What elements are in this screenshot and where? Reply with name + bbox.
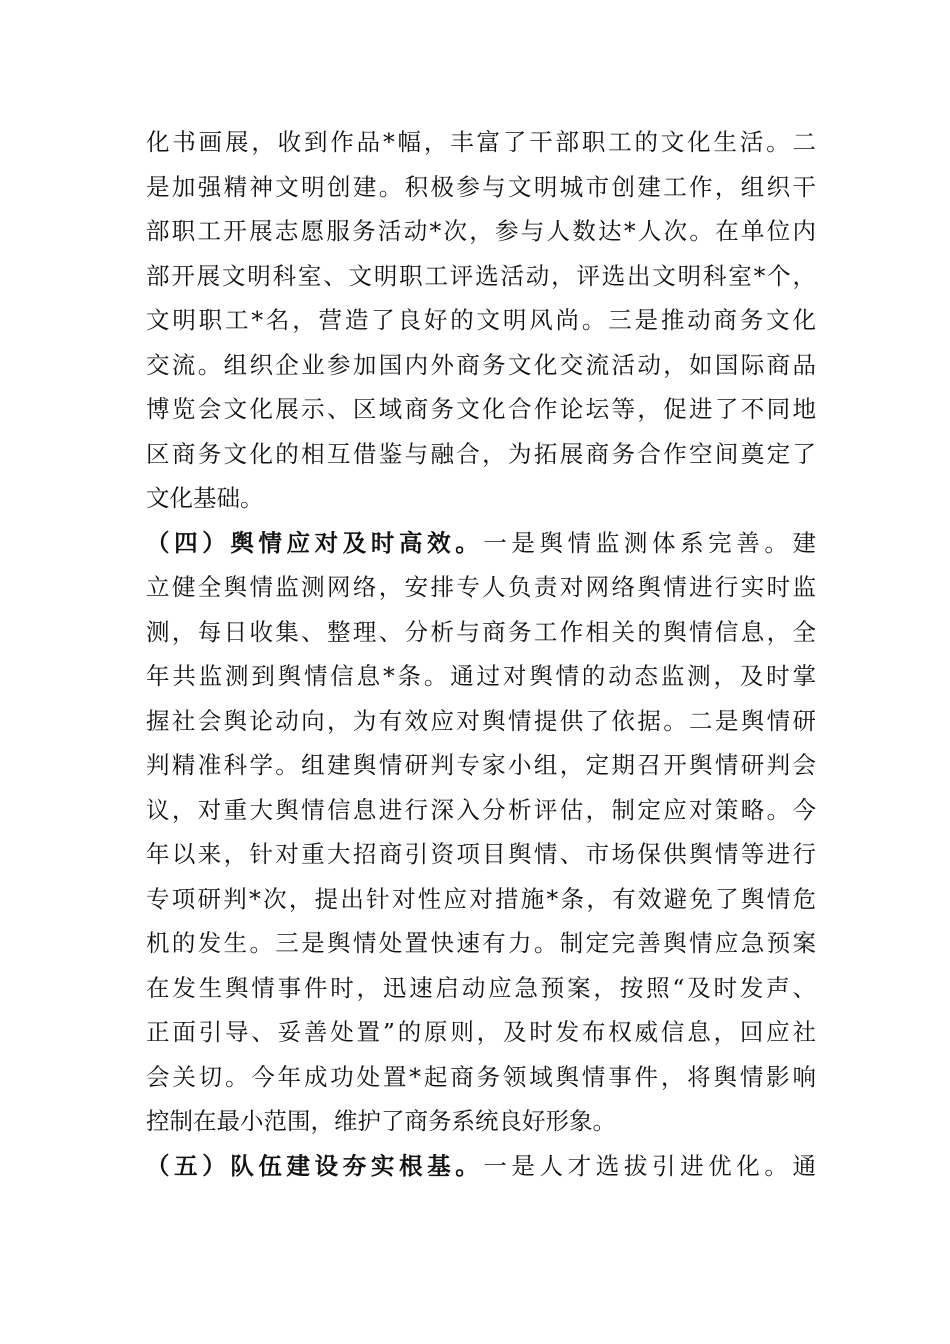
heading-line-text: 一是人才选拔引进优化。通 bbox=[483, 1151, 817, 1180]
text-line: 在发生舆情事件时，迅速启动应急预案，按照“及时发声、 bbox=[146, 973, 816, 1002]
text-line: 会关切。今年成功处置*起商务领域舆情事件，将舆情影响 bbox=[146, 1062, 816, 1091]
text-line: 握社会舆论动向，为有效应对舆情提供了依据。二是舆情研 bbox=[146, 706, 816, 735]
text-line: 部职工开展志愿服务活动*次，参与人数达*人次。在单位内 bbox=[146, 217, 816, 245]
text-line: 区商务文化的相互借鉴与融合，为拓展商务合作空间奠定了 bbox=[146, 439, 816, 468]
text-line: 正面引导、妥善处置”的原则，及时发布权威信息，回应社 bbox=[146, 1018, 816, 1046]
text-line: 交流。组织企业参加国内外商务文化交流活动，如国际商品 bbox=[146, 350, 816, 379]
section-heading-line bbox=[146, 521, 816, 566]
heading-line-text: 一是舆情监测体系完善。建 bbox=[483, 528, 817, 557]
text-line: 博览会文化展示、区域商务文化合作论坛等，促进了不同地 bbox=[146, 395, 816, 423]
section-heading-4: （四）舆情应对及时高效。 bbox=[146, 528, 484, 557]
text-line: 部开展文明科室、文明职工评选活动，评选出文明科室*个， bbox=[146, 261, 816, 290]
text-line: 文化基础。 bbox=[146, 484, 264, 512]
text-line: 测，每日收集、整理、分析与商务工作相关的舆情信息，全 bbox=[146, 617, 816, 646]
text-line: 化书画展，收到作品*幅，丰富了干部职工的文化生活。二 bbox=[146, 128, 816, 156]
section-heading-5: （五）队伍建设夯实根基。 bbox=[146, 1151, 484, 1180]
text-line: 文明职工*名，营造了良好的文明风尚。三是推动商务文化 bbox=[146, 306, 816, 334]
text-line: 判精准科学。组建舆情研判专家小组，定期召开舆情研判会 bbox=[146, 751, 816, 779]
text-line: 议，对重大舆情信息进行深入分析评估，制定应对策略。今 bbox=[146, 795, 816, 824]
body-text bbox=[146, 120, 816, 1188]
text-line: 年以来，针对重大招商引资项目舆情、市场保供舆情等进行 bbox=[146, 840, 816, 868]
text-line: 机的发生。三是舆情处置快速有力。制定完善舆情应急预案 bbox=[146, 929, 816, 957]
text-line: 是加强精神文明创建。积极参与文明城市创建工作，组织干 bbox=[146, 172, 816, 201]
text-line: 立健全舆情监测网络，安排专人负责对网络舆情进行实时监 bbox=[146, 573, 816, 601]
text-line: 专项研判*次，提出针对性应对措施*条，有效避免了舆情危 bbox=[146, 884, 816, 913]
section-heading-line bbox=[146, 1144, 816, 1189]
text-line: 年共监测到舆情信息*条。通过对舆情的动态监测，及时掌 bbox=[146, 662, 816, 690]
text-line: 控制在最小范围，维护了商务系统良好形象。 bbox=[146, 1107, 616, 1135]
